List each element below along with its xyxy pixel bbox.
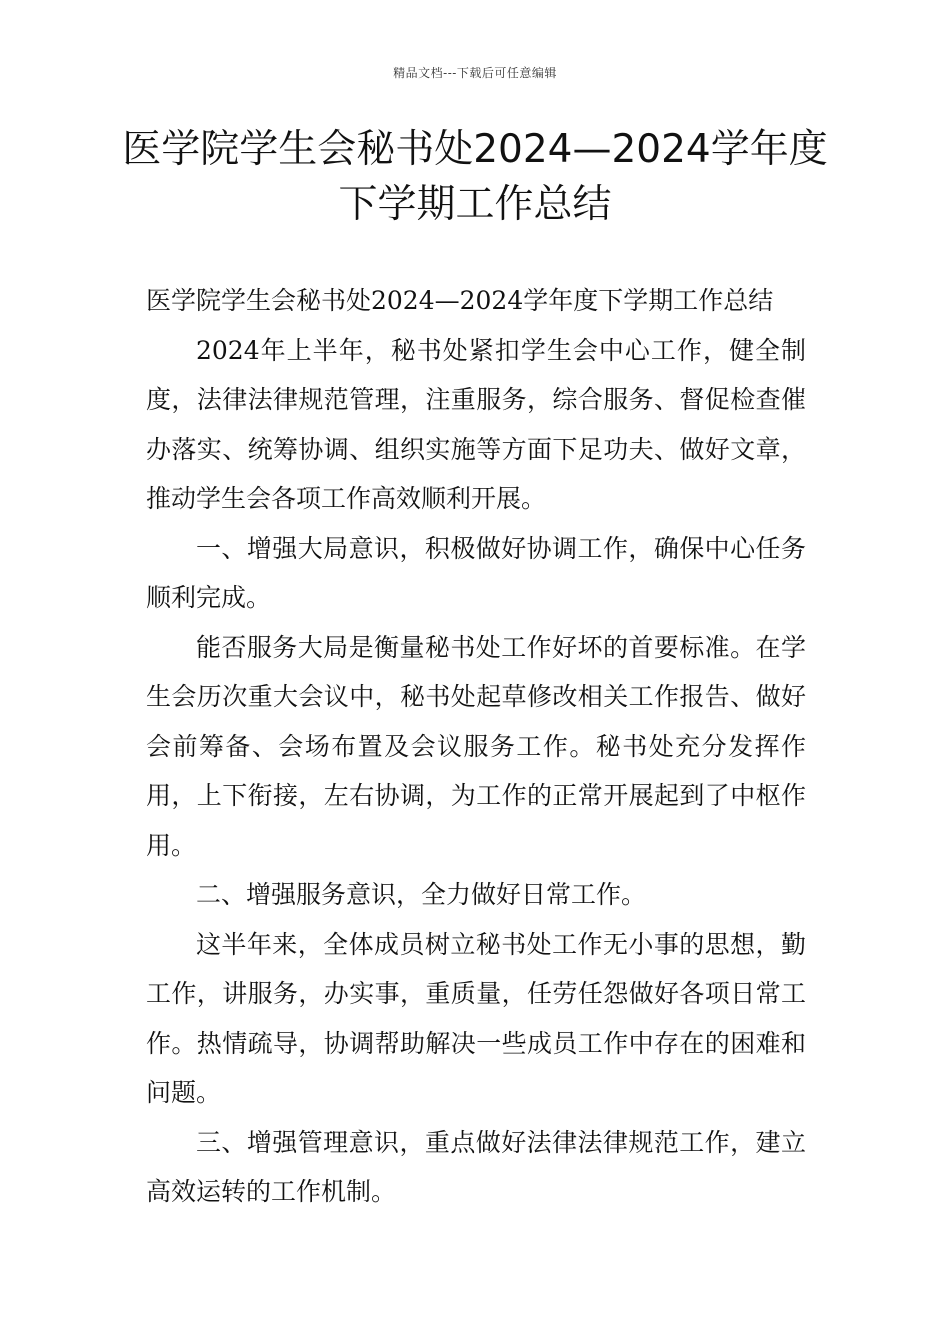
section-heading-1: 一、增强大局意识，积极做好协调工作，确保中心任务顺利完成。 <box>146 533 806 612</box>
page-header-note: 精品文档---下载后可任意编辑 <box>393 66 557 80</box>
document-body <box>146 276 806 1217</box>
section-heading-2: 二、增强服务意识，全力做好日常工作。 <box>196 880 647 909</box>
document-title: 医学院学生会秘书处2024—2024学年度下学期工作总结 <box>122 127 828 227</box>
section-paragraph-2: 这半年来，全体成员树立秘书处工作无小事的思想，勤工作，讲服务，办实事，重质量，任劳任怨做好各项日常工作。热情疏导，协调帮助解决一些成员工作中存在的困难和问题。 <box>146 929 806 1107</box>
section-heading-3: 三、增强管理意识，重点做好法律法律规范工作，建立高效运转的工作机制。 <box>146 1127 806 1206</box>
intro-paragraph: 2024年上半年，秘书处紧扣学生会中心工作，健全制度，法律法律规范管理，注重服务，综合服务、督促检查催办落实、统筹协调、组织实施等方面下足功夫、做好文章，推动学生会各项工作高效顺利开展。 <box>146 335 806 513</box>
subtitle-line: 医学院学生会秘书处2024—2024学年度下学期工作总结 <box>146 286 774 315</box>
section-paragraph-1: 能否服务大局是衡量秘书处工作好坏的首要标准。在学生会历次重大会议中，秘书处起草修改相关工作报告、做好会前筹备、会场布置及会议服务工作。秘书处充分发挥作用，上下衔接，左右协调，为工作的正常开展起到了中枢作用。 <box>146 632 806 860</box>
